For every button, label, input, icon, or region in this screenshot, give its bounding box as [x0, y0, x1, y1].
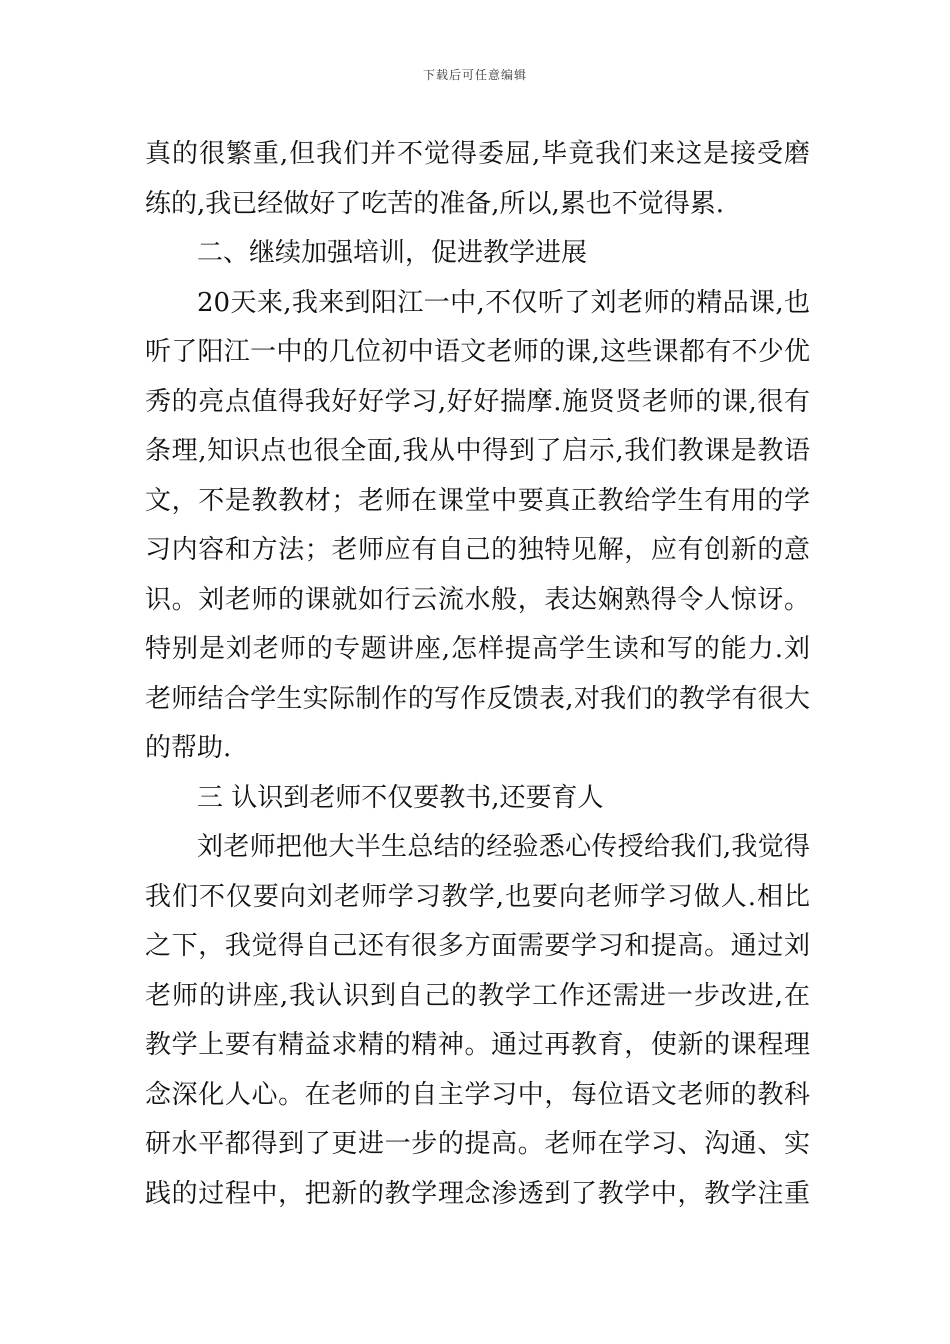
document-body — [145, 130, 810, 1219]
text-line: 练的,我已经做好了吃苦的准备,所以,累也不觉得累. — [145, 188, 725, 219]
text-line: 秀的亮点值得我好好学习,好好揣摩.施贤贤老师的课,很有 — [145, 386, 810, 417]
text-line: 二、继续加强培训，促进教学进展 — [197, 238, 588, 268]
text-line: 条理,知识点也很全面,我从中得到了启示,我们教课是教语 — [145, 436, 810, 466]
text-line: 三 认识到老师不仅要教书,还要育人 — [197, 782, 604, 813]
text-line: 识。刘老师的课就如行云流水般，表达娴熟得令人惊讶。 — [145, 584, 810, 615]
text-line: 的帮助. — [145, 733, 232, 763]
text-line: 之下，我觉得自己还有很多方面需要学习和提高。通过刘 — [145, 931, 810, 961]
text-line: 真的很繁重,但我们并不觉得委屈,毕竟我们来这是接受磨 — [145, 139, 810, 169]
text-line: 老师的讲座,我认识到自己的教学工作还需进一步改进,在 — [145, 980, 810, 1011]
text-line: 我们不仅要向刘老师学习教学,也要向老师学习做人.相比 — [145, 881, 810, 912]
text-line: 文，不是教教材；老师在课堂中要真正教给学生有用的学 — [145, 485, 810, 516]
text-line: 刘老师把他大半生总结的经验悉心传授给我们,我觉得 — [197, 832, 810, 862]
text-line: 研水平都得到了更进一步的提高。老师在学习、沟通、实 — [145, 1129, 810, 1159]
text-line: 践的过程中，把新的教学理念渗透到了教学中，教学注重 — [145, 1178, 810, 1209]
text-line: 听了阳江一中的几位初中语文老师的课,这些课都有不少优 — [145, 337, 810, 367]
page-header-note: 下载后可任意编辑 — [422, 68, 527, 82]
text-line: 习内容和方法；老师应有自己的独特见解，应有创新的意 — [145, 535, 810, 565]
text-line: 念深化人心。在老师的自主学习中，每位语文老师的教科 — [145, 1079, 810, 1110]
text-line: 老师结合学生实际制作的写作反馈表,对我们的教学有很大 — [145, 683, 810, 714]
text-line: 特别是刘老师的专题讲座,怎样提高学生读和写的能力.刘 — [145, 634, 810, 664]
text-line: 20天来,我来到阳江一中,不仅听了刘老师的精品课,也 — [197, 287, 810, 318]
text-line: 教学上要有精益求精的精神。通过再教育，使新的课程理 — [145, 1030, 810, 1060]
